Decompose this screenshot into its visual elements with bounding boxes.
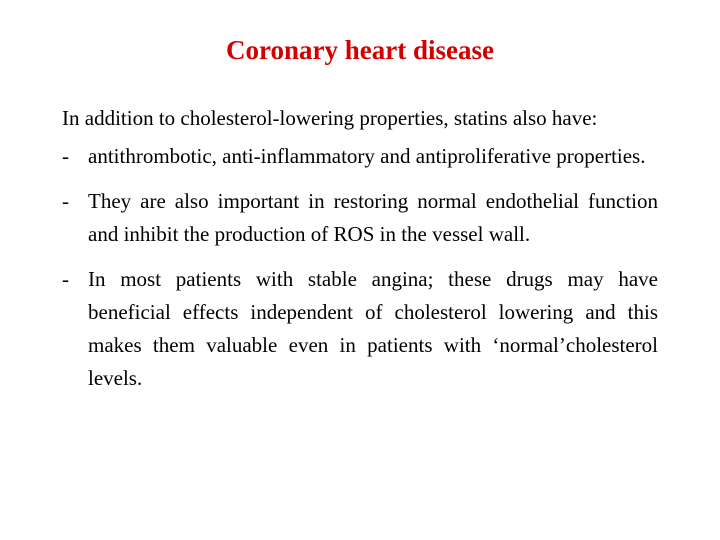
bullet-dash: - <box>62 267 69 291</box>
bullet-dash: - <box>62 189 69 213</box>
bullet-list <box>62 140 658 395</box>
slide-body <box>62 102 658 407</box>
intro-text: In addition to cholesterol-lowering properties, statins also have: <box>62 106 598 130</box>
bullet-dash: - <box>62 144 69 168</box>
bullet-item <box>62 263 658 395</box>
bullet-text: antithrombotic, anti-inflammatory and antiproliferative properties. <box>88 144 646 168</box>
bullet-text: In most patients with stable angina; these drugs may have beneficial effects independent of cholesterol lowering and this makes them valuable even in patients with ‘normal’cholesterol levels. <box>88 267 658 390</box>
bullet-item <box>62 185 658 251</box>
slide-title: Coronary heart disease <box>226 35 494 65</box>
bullet-text: They are also important in restoring normal endothelial function and inhibit the production of ROS in the vessel wall. <box>88 189 658 246</box>
bullet-item <box>62 140 658 173</box>
